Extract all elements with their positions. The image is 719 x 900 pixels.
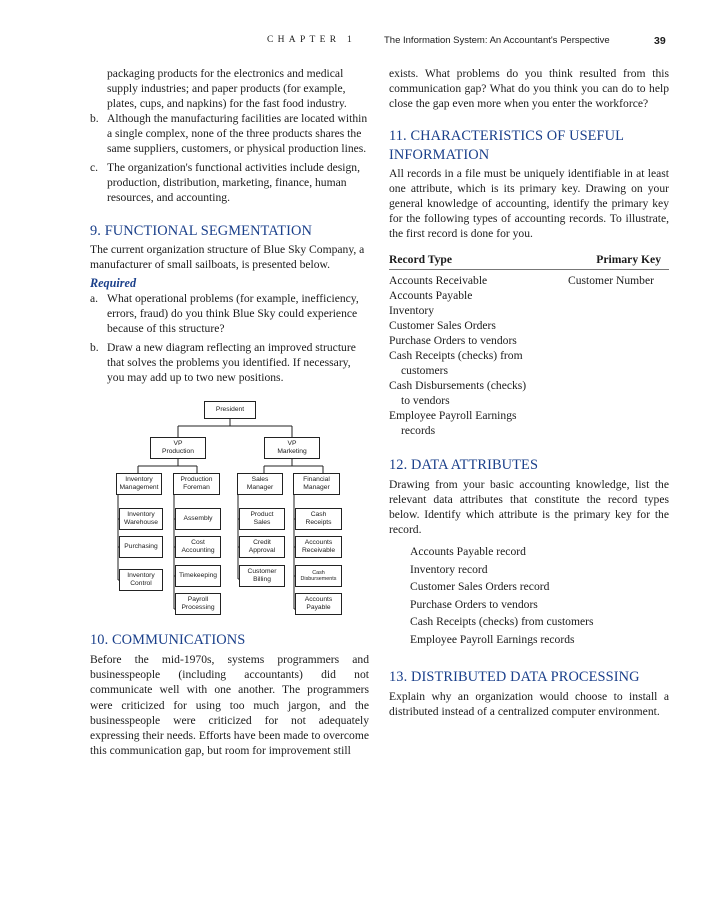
org-box-cash-disbursements: Cash Disbursements <box>295 565 342 587</box>
section-13-title: 13. DISTRIBUTED DATA PROCESSING <box>389 668 640 685</box>
section-10-continuation: exists. What problems do you think resulted from this communication gap? What do you think you can do to help close the gap even more when you enter the workforce? <box>389 67 669 110</box>
org-box-payroll-processing: Payroll Processing <box>175 593 221 615</box>
table-row: Accounts Payable <box>389 289 473 302</box>
required-heading: Required <box>90 276 137 290</box>
org-box-cash-receipts: Cash Receipts <box>295 508 342 530</box>
section-10 <box>90 631 369 758</box>
right-column <box>389 66 669 719</box>
org-box-president: President <box>204 401 256 419</box>
table-row: Cash Disbursements (checks) to vendors <box>389 379 527 407</box>
org-box-financial-manager: Financial Manager <box>293 473 340 495</box>
org-box-purchasing: Purchasing <box>119 536 163 558</box>
org-box-accounts-receivable: Accounts Receivable <box>295 536 342 558</box>
org-box-vp-production: VP Production <box>150 437 206 459</box>
list-item: Accounts Payable record <box>410 545 526 558</box>
org-box-accounts-payable: Accounts Payable <box>295 593 342 615</box>
section-9-body: The current organization structure of Blue Sky Company, a manufacturer of small sailboats, is presented below. <box>90 243 365 271</box>
list-item: Inventory record <box>410 562 488 576</box>
list-item-b: b. Although the manufacturing facilities are located within a single complex, none of the three products shares the same suppliers, customers, or physical production lines. <box>90 112 368 155</box>
table-row: Inventory <box>389 304 435 317</box>
record-type-list <box>389 543 669 649</box>
left-column <box>90 66 369 385</box>
section-13-body: Explain why an organization would choose to install a distributed instead of a centralized computer environment. <box>389 689 669 718</box>
section-12-title: 12. DATA ATTRIBUTES <box>389 457 539 473</box>
org-box-assembly: Assembly <box>175 508 221 530</box>
table-row: Purchase Orders to vendors <box>389 334 517 347</box>
table-row: Accounts Receivable Customer Number <box>389 274 654 287</box>
section-11-title: 11. CHARACTERISTICS OF USEFUL INFORMATION <box>389 128 625 163</box>
org-box-sales-manager: Sales Manager <box>237 473 283 495</box>
running-head <box>0 35 719 49</box>
section-10-body: Before the mid-1970s, systems programmers and businesspeople (including accountants) did not communicate well with one another. The programmers were criticized for using too much jargon, and the businesspeople were criticized for not adequately expressing their needs. Efforts have been made to overcome this communication gap, but room for improvement still <box>90 653 369 758</box>
primary-key-table <box>389 252 669 438</box>
org-chart <box>116 401 354 615</box>
org-box-cost-accounting: Cost Accounting <box>175 536 221 558</box>
list-item: Customer Sales Orders record <box>410 580 550 594</box>
running-title: The Information System: An Accountant's Perspective <box>384 35 610 46</box>
org-box-customer-billing: Customer Billing <box>239 565 285 587</box>
org-box-production-foreman: Production Foreman <box>173 473 220 495</box>
org-box-product-sales: Product Sales <box>239 508 285 530</box>
table-header <box>389 252 669 270</box>
chapter-label: CHAPTER 1 <box>267 35 357 45</box>
org-box-inventory-control: Inventory Control <box>119 569 163 591</box>
list-item: Purchase Orders to vendors <box>410 597 538 611</box>
org-box-credit-approval: Credit Approval <box>239 536 285 558</box>
list-item: Employee Payroll Earnings records <box>410 632 575 646</box>
org-box-vp-marketing: VP Marketing <box>264 437 320 459</box>
question-9b: b. Draw a new diagram reflecting an improved structure that solves the problems you identified. If necessary, you may add up to two new positions. <box>90 341 356 384</box>
table-row: Customer Sales Orders <box>389 319 496 332</box>
section-9-title: 9. FUNCTIONAL SEGMENTATION <box>90 223 312 239</box>
section-10-title: 10. COMMUNICATIONS <box>90 632 246 648</box>
column-header-primary-key: Primary Key <box>596 253 661 266</box>
table-row: Employee Payroll Earnings records <box>389 409 517 437</box>
section-12-body: Drawing from your basic accounting knowledge, list the relevant data attributes that constitute the record types below. Identify which attribute is the primary key for the record. <box>389 478 669 536</box>
org-box-inventory-management: Inventory Management <box>116 473 162 495</box>
section-11-body: All records in a file must be uniquely identifiable in at least one attribute, which is its primary key. Drawing on your general knowledge of accounting, identify the primary key for the following types of accounting records. To illustrate, the first record is done for you. <box>389 167 669 240</box>
table-row: Cash Receipts (checks) from customers <box>389 349 523 377</box>
org-box-inventory-warehouse: Inventory Warehouse <box>119 508 163 530</box>
list-item-c: c. The organization's functional activities include design, production, distribution, marketing, finance, human resources, and accounting. <box>90 161 361 204</box>
column-header-record-type: Record Type <box>389 253 453 266</box>
org-box-timekeeping: Timekeeping <box>175 565 221 587</box>
question-9a: a. What operational problems (for example, inefficiency, errors, fraud) do you think Blue Sky could experience because of this structure? <box>90 292 359 335</box>
list-item: Cash Receipts (checks) from customers <box>410 615 594 629</box>
intro-continuation: packaging products for the electronics and medical supply industries; and paper products (for example, plates, cups, and napkins) for the fast food industry. <box>107 67 347 110</box>
page-number: 39 <box>654 35 666 47</box>
